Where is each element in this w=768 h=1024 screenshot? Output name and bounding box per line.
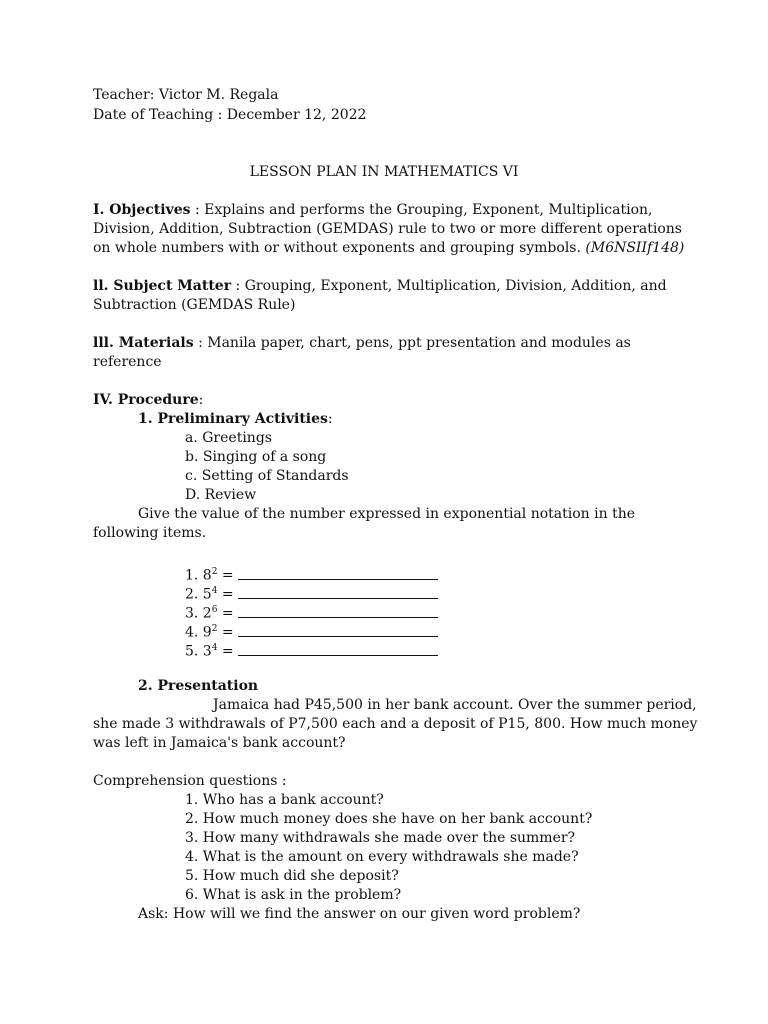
exercise-exponent: 2 [211, 567, 218, 577]
exercise-item [185, 620, 438, 639]
comprehension-question: 5. How much did she deposit? [185, 868, 399, 884]
exercise-item [185, 601, 438, 620]
date-line: Date of Teaching : December 12, 2022 [93, 107, 367, 123]
materials-text-1: : Manila paper, chart, pens, ppt presentation and modules as [193, 335, 631, 351]
objectives-label: I. Objectives [93, 202, 191, 218]
comprehension-question: 2. How much money does she have on her bank account? [185, 811, 593, 827]
subject-matter-line-2: Subtraction (GEMDAS Rule) [93, 297, 296, 313]
procedure-label: IV. Procedure [93, 392, 199, 408]
presentation-line-3: was left in Jamaica's bank account? [93, 735, 346, 751]
exercise-base: 3. 2 [185, 605, 212, 622]
presentation-label: 2. Presentation [138, 678, 259, 694]
exercise-exponent: 2 [211, 624, 218, 634]
preliminary-item: D. Review [185, 487, 257, 503]
exercise-exponent: 4 [211, 586, 218, 596]
exercise-base: 5. 3 [185, 643, 212, 660]
materials-line-1 [93, 334, 631, 353]
exercise-exponent: 4 [211, 643, 218, 653]
exercise-equals: = [217, 643, 239, 660]
preliminary-colon: : [327, 411, 333, 427]
procedure-colon: : [198, 392, 204, 408]
objectives-code: (M6NSIIf148) [585, 240, 685, 256]
comprehension-question: 6. What is ask in the problem? [185, 887, 402, 903]
answer-blank[interactable] [238, 622, 438, 637]
exercise-item [185, 639, 438, 658]
exercise-base: 2. 5 [185, 586, 212, 603]
answer-blank[interactable] [238, 584, 438, 599]
preliminary-item: c. Setting of Standards [185, 468, 349, 484]
comprehension-question: 4. What is the amount on every withdrawals she made? [185, 849, 579, 865]
ask-line: Ask: How will we find the answer on our given word problem? [138, 906, 581, 922]
exercise-equals: = [217, 567, 239, 584]
presentation-heading [138, 677, 258, 696]
preliminary-heading [138, 410, 333, 429]
preliminary-item: b. Singing of a song [185, 449, 327, 465]
materials-line-2: reference [93, 354, 162, 370]
comprehension-question: 1. Who has a bank account? [185, 792, 384, 808]
objectives-line-2: Division, Addition, Subtraction (GEMDAS) rule to two or more different operations [93, 221, 682, 237]
comprehension-label: Comprehension questions : [93, 773, 287, 789]
objectives-line-3 [93, 239, 684, 258]
exercise-base: 4. 9 [185, 624, 212, 641]
answer-blank[interactable] [238, 641, 438, 656]
teacher-line: Teacher: Victor M. Regala [93, 87, 279, 103]
page-title: LESSON PLAN IN MATHEMATICS VI [249, 164, 519, 180]
exercise-exponent: 6 [211, 605, 218, 615]
presentation-line-2: she made 3 withdrawals of P7,500 each and a deposit of P15, 800. How much money [93, 716, 698, 732]
instruction-line-2: following items. [93, 525, 207, 541]
preliminary-label: 1. Preliminary Activities [138, 411, 328, 427]
materials-label: lll. Materials [93, 335, 194, 351]
exercise-equals: = [217, 586, 239, 603]
subject-matter-label: ll. Subject Matter [93, 278, 232, 294]
preliminary-item: a. Greetings [185, 430, 272, 446]
objectives-text-3: on whole numbers with or without exponents and grouping symbols. [93, 240, 586, 256]
answer-blank[interactable] [238, 565, 438, 580]
objectives-line-1 [93, 201, 652, 220]
exercise-base: 1. 8 [185, 567, 212, 584]
instruction-line-1: Give the value of the number expressed in exponential notation in the [138, 506, 635, 522]
procedure-heading [93, 391, 203, 410]
exercise-equals: = [217, 624, 239, 641]
answer-blank[interactable] [238, 603, 438, 618]
subject-matter-text-1: : Grouping, Exponent, Multiplication, Division, Addition, and [231, 278, 667, 294]
comprehension-question: 3. How many withdrawals she made over the summer? [185, 830, 576, 846]
presentation-line-1: Jamaica had P45,500 in her bank account. Over the summer period, [213, 697, 697, 713]
subject-matter-line-1 [93, 277, 667, 296]
exercise-equals: = [217, 605, 239, 622]
exercise-item [185, 582, 438, 601]
exercise-item [185, 563, 438, 582]
objectives-text-1: : Explains and performs the Grouping, Exponent, Multiplication, [190, 202, 653, 218]
